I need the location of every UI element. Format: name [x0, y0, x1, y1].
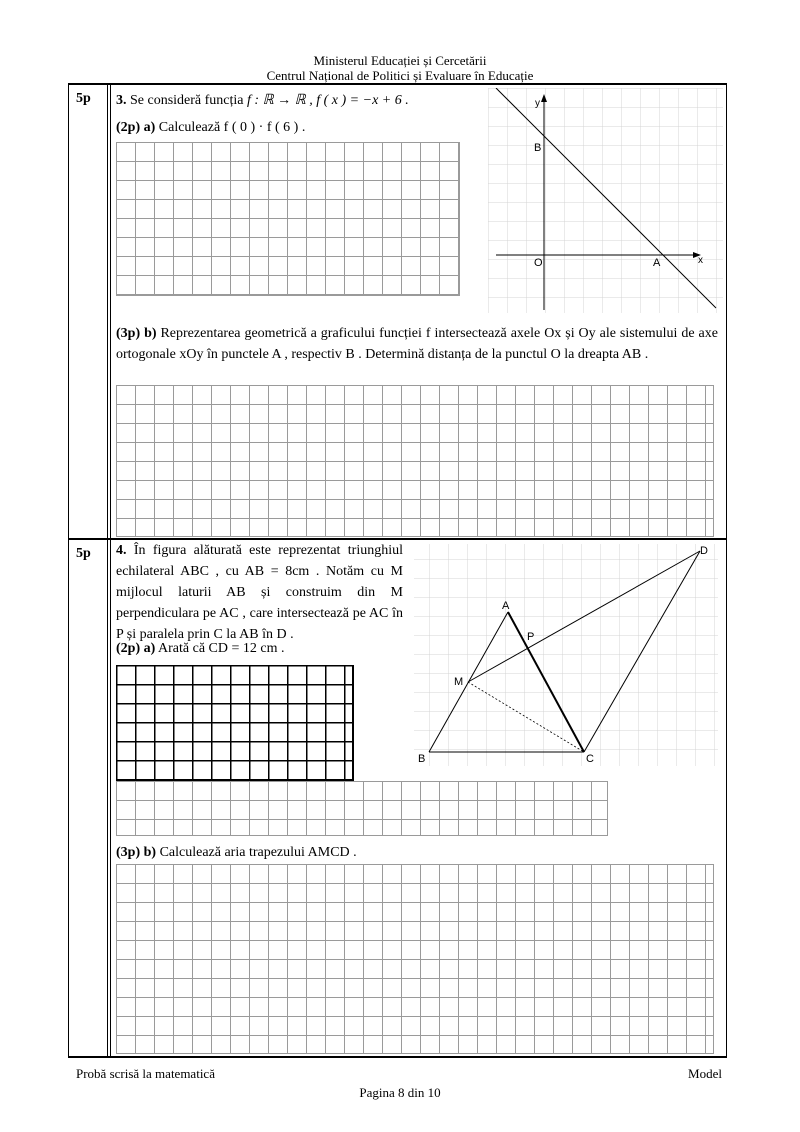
table-bottom-border [68, 1056, 727, 1058]
answer-grid-4b[interactable] [116, 864, 714, 1054]
answer-grid-3a[interactable] [116, 142, 460, 296]
problem3-part-a [116, 117, 305, 138]
point-o-label: O [534, 257, 543, 269]
point-m-label: M [454, 676, 464, 688]
problem3-part-a-text: Calculează f ( 0 ) · f ( 6 ) . [158, 120, 306, 135]
problem3-points: 5p [76, 91, 91, 106]
points-column-divider-inner [110, 83, 111, 1058]
x-axis-label: x [698, 255, 703, 266]
problem4-part-b-text: Calculează aria trapezului AMCD . [159, 845, 357, 860]
header-center: Centrul Național de Politici și Evaluare în Educație [266, 68, 534, 83]
problem3-part-b-text: Reprezentarea geometrică a graficului funcției f intersectează axele Ox și Oy ale sistemului de axe ortogonale xOy în punctele A , respectiv B . Determină distanța de la punctul O la dreapta AB . [116, 326, 718, 362]
problem4-text: În figura alăturată este reprezentat triunghiul echilateral ABC , cu AB = 8cm . Notăm cu M mijlocul laturii AB și construim din M perpendiculara pe AC , care intersectează pe AC în P și paralela prin C la AB în D . [116, 543, 403, 642]
header-ministry: Ministerul Educației și Cercetării [313, 53, 487, 68]
vertex-b-label: B [418, 753, 426, 765]
table-top-border [68, 83, 727, 85]
y-axis-label: y [535, 98, 540, 109]
table-right-border [726, 83, 727, 1058]
vertex-d-label: D [700, 545, 708, 557]
problem3-number: 3. [116, 93, 127, 108]
problem4-number: 4. [116, 543, 127, 558]
problem3-function-def: f : ℝ → ℝ , f ( x ) = −x + 6 . [247, 93, 409, 108]
vertex-a-label: A [502, 600, 510, 612]
triangle-grid-background [414, 544, 718, 766]
footer-page-number: Pagina 8 din 10 [359, 1085, 441, 1100]
vertex-c-label: C [586, 753, 594, 765]
problem4-statement [116, 540, 403, 645]
problem4-part-a [116, 638, 284, 659]
problem3-graph-figure [488, 88, 723, 313]
point-b-label: B [534, 142, 542, 154]
answer-grid-4a[interactable] [116, 781, 608, 836]
footer-model: Model [688, 1066, 722, 1081]
points-column-divider [107, 83, 108, 1058]
problem4-part-b [116, 842, 357, 863]
problem4-part-a-score: (2p) a) [116, 641, 156, 656]
problem4-part-b-score: (3p) b) [116, 845, 157, 860]
problem3-statement [116, 90, 409, 111]
answer-grid-4a-dark[interactable] [116, 665, 354, 781]
problem3-part-b [116, 323, 718, 365]
answer-grid-3b[interactable] [116, 385, 714, 537]
problem4-triangle-figure [410, 540, 722, 768]
problem4-points: 5p [76, 546, 91, 561]
problem3-part-a-score: (2p) a) [116, 120, 156, 135]
footer-exam-name: Probă scrisă la matematică [76, 1066, 215, 1081]
problem3-intro: Se consideră funcția [130, 93, 244, 108]
problem4-part-a-text: Arată că CD = 12 cm . [158, 641, 285, 656]
table-left-border [68, 83, 69, 1058]
point-a-label: A [653, 257, 661, 269]
problem3-part-b-score: (3p) b) [116, 326, 157, 341]
point-p-label: P [527, 631, 535, 643]
